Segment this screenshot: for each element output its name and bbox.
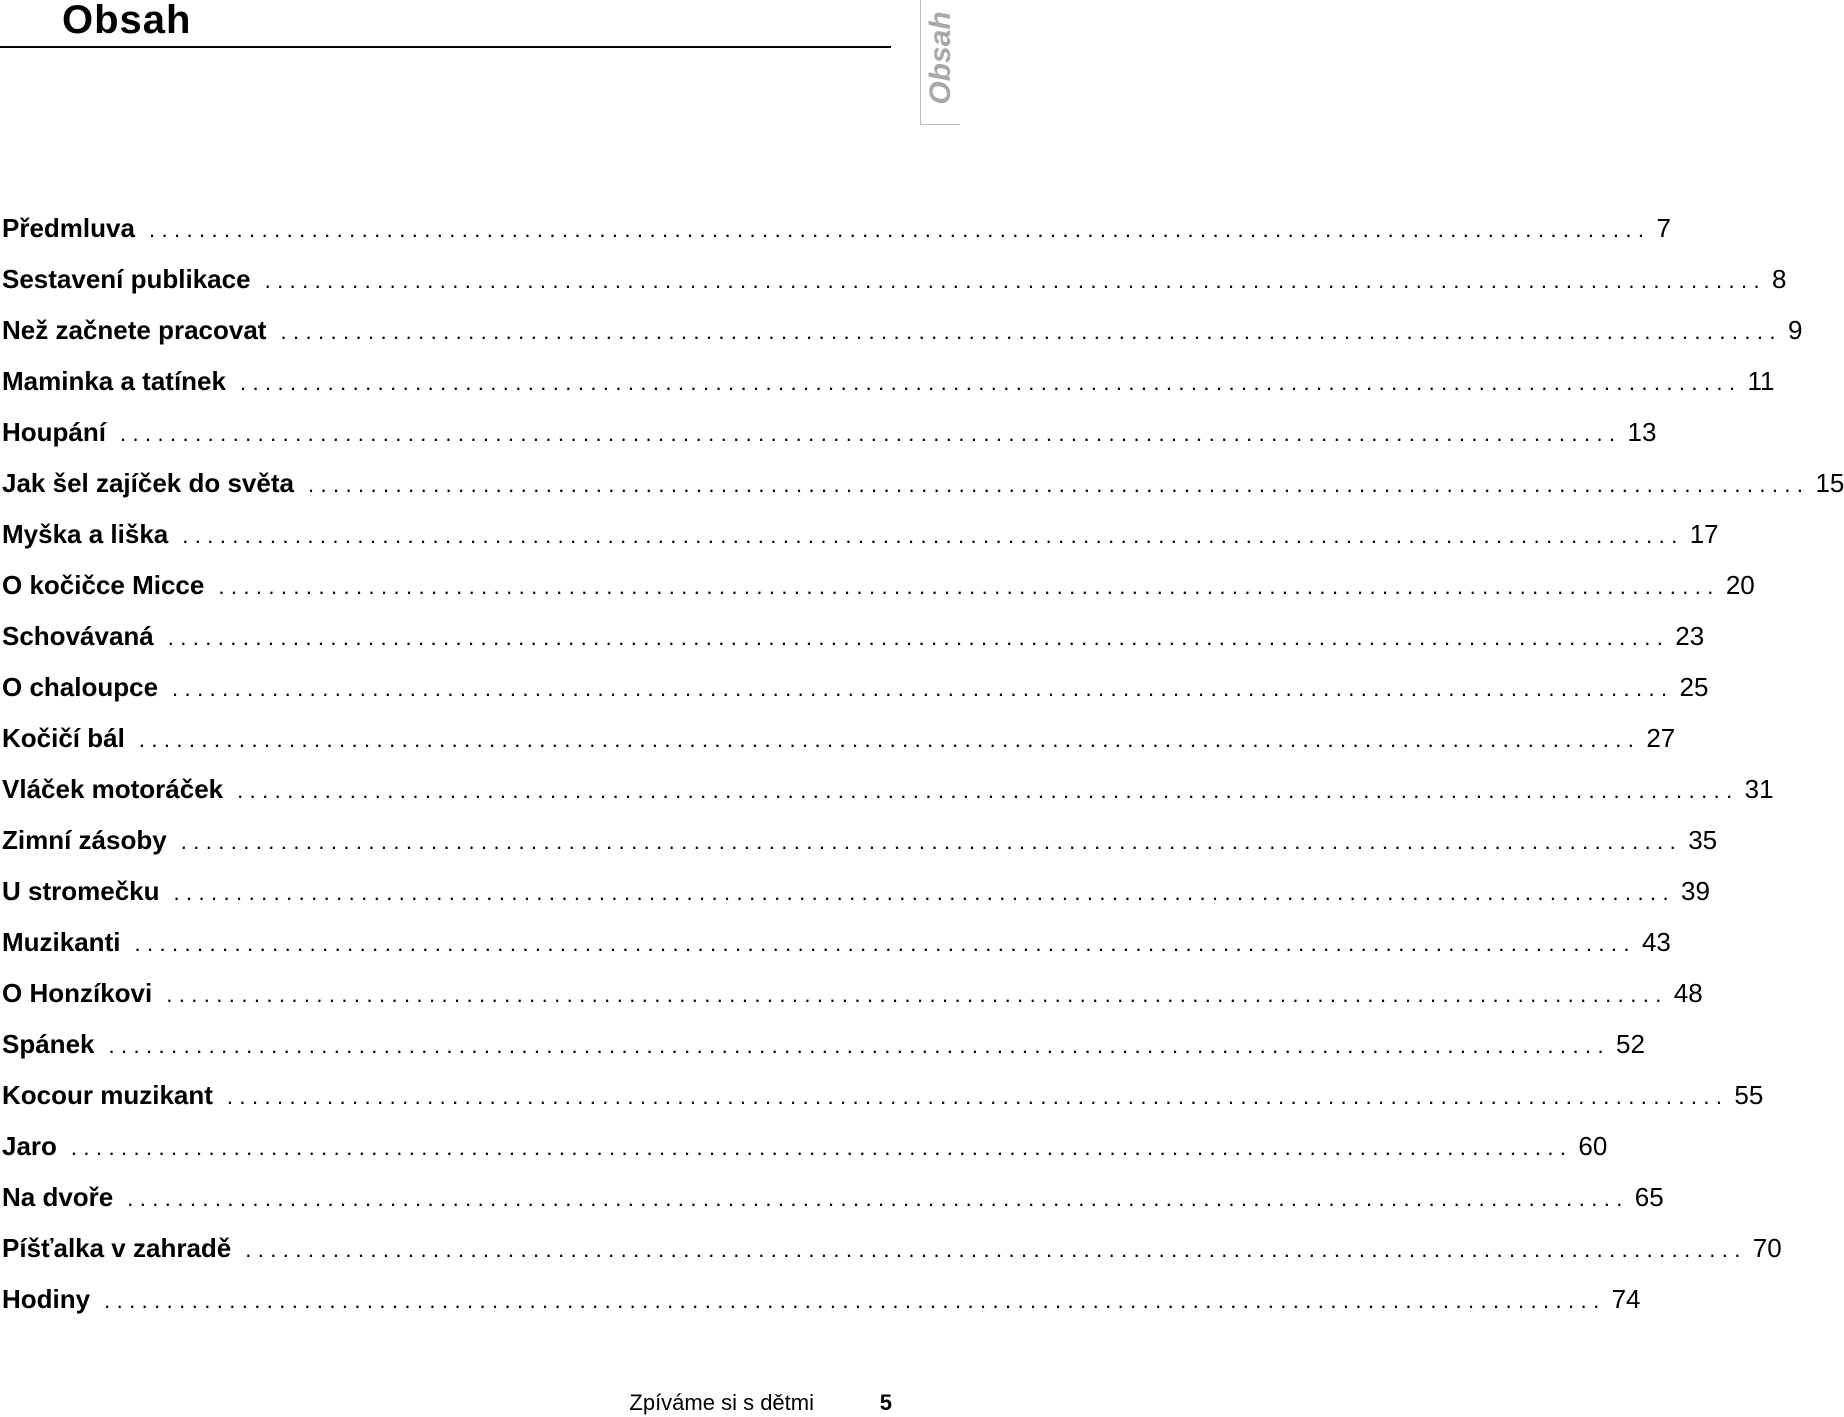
toc-entry[interactable] bbox=[2, 1070, 1764, 1121]
toc-entry[interactable] bbox=[2, 1274, 1641, 1325]
toc-entry[interactable] bbox=[2, 1019, 1645, 1070]
toc-entry-page: 31 bbox=[1744, 774, 1774, 804]
toc-entry-page: 9 bbox=[1787, 315, 1803, 345]
toc-entry-title: Kočičí bál bbox=[2, 723, 125, 753]
toc-dot-leader: ........................................................................................................................ bbox=[239, 370, 1742, 395]
toc-entry-page: 48 bbox=[1673, 978, 1703, 1008]
toc-entry[interactable] bbox=[2, 1172, 1664, 1223]
toc-entry-title: Hodiny bbox=[2, 1284, 91, 1314]
toc-entry[interactable] bbox=[2, 203, 1671, 254]
toc-entry-page: 35 bbox=[1688, 825, 1718, 855]
toc-dot-leader: ........................................................................................................................ bbox=[166, 982, 1668, 1007]
table-of-contents bbox=[2, 203, 1844, 1325]
toc-dot-leader: ........................................................................................................................ bbox=[173, 880, 1675, 905]
toc-entry[interactable] bbox=[2, 458, 1844, 509]
toc-entry[interactable] bbox=[2, 1223, 1782, 1274]
toc-entry[interactable] bbox=[2, 764, 1774, 815]
toc-entry-page: 43 bbox=[1641, 927, 1671, 957]
side-tab bbox=[920, 0, 960, 125]
toc-entry-page: 17 bbox=[1689, 519, 1719, 549]
toc-entry-page: 8 bbox=[1772, 264, 1787, 294]
toc-entry-title: O Honzíkovi bbox=[2, 978, 153, 1008]
toc-dot-leader: ........................................................................................................................ bbox=[134, 931, 1636, 956]
toc-dot-leader: ........................................................................................................................ bbox=[218, 574, 1720, 599]
toc-dot-leader: ........................................................................................................................ bbox=[167, 625, 1670, 650]
toc-entry-title: O kočičce Micce bbox=[2, 570, 205, 600]
toc-entry[interactable] bbox=[2, 968, 1703, 1019]
toc-entry-title: Předmluva bbox=[2, 213, 135, 243]
toc-entry-page: 7 bbox=[1656, 213, 1671, 243]
toc-entry-title: Vláček motoráček bbox=[2, 774, 224, 804]
toc-entry-page: 74 bbox=[1611, 1284, 1641, 1314]
toc-entry-title: Na dvoře bbox=[2, 1182, 114, 1212]
toc-entry-page: 70 bbox=[1752, 1233, 1782, 1263]
toc-entry[interactable] bbox=[2, 356, 1775, 407]
toc-dot-leader: ........................................................................................................................ bbox=[138, 727, 1641, 752]
toc-dot-leader: ........................................................................................................................ bbox=[180, 829, 1683, 854]
page-title: Obsah bbox=[62, 0, 192, 42]
toc-entry[interactable] bbox=[2, 560, 1755, 611]
toc-entry[interactable] bbox=[2, 509, 1719, 560]
toc-entry-title: Spánek bbox=[2, 1029, 95, 1059]
toc-entry-title: Zimní zásoby bbox=[2, 825, 167, 855]
toc-dot-leader: ........................................................................................................................ bbox=[264, 268, 1767, 293]
toc-entry[interactable] bbox=[2, 713, 1676, 764]
toc-entry-page: 39 bbox=[1680, 876, 1710, 906]
toc-entry[interactable] bbox=[2, 611, 1705, 662]
toc-entry-page: 15 bbox=[1815, 468, 1844, 498]
toc-entry-title: Myška a liška bbox=[2, 519, 169, 549]
footer-book-title: Zpíváme si s dětmi bbox=[629, 1390, 814, 1415]
toc-dot-leader: ........................................................................................................................ bbox=[182, 523, 1684, 548]
title-divider bbox=[0, 46, 891, 48]
toc-dot-leader: ........................................................................................................................ bbox=[307, 472, 1810, 497]
toc-entry-page: 13 bbox=[1627, 417, 1657, 447]
toc-dot-leader: ........................................................................................................................ bbox=[237, 778, 1739, 803]
toc-dot-leader: ........................................................................................................................ bbox=[104, 1288, 1606, 1313]
toc-dot-leader: ........................................................................................................................ bbox=[108, 1033, 1610, 1058]
toc-dot-leader: ........................................................................................................................ bbox=[70, 1135, 1573, 1160]
toc-entry[interactable] bbox=[2, 1121, 1608, 1172]
toc-entry-title: Píšťalka v zahradě bbox=[2, 1233, 232, 1263]
toc-entry-title: O chaloupce bbox=[2, 672, 159, 702]
toc-dot-leader: ........................................................................................................................ bbox=[120, 421, 1622, 446]
toc-entry-title: Jak šel zajíček do světa bbox=[2, 468, 294, 498]
toc-entry-title: U stromečku bbox=[2, 876, 160, 906]
toc-entry-page: 25 bbox=[1679, 672, 1709, 702]
toc-entry[interactable] bbox=[2, 305, 1803, 356]
toc-entry-page: 20 bbox=[1725, 570, 1755, 600]
toc-entry-title: Muzikanti bbox=[2, 927, 121, 957]
toc-entry-page: 23 bbox=[1675, 621, 1705, 651]
toc-dot-leader: ........................................................................................................................ bbox=[172, 676, 1674, 701]
toc-entry-title: Jaro bbox=[2, 1131, 57, 1161]
toc-entry[interactable] bbox=[2, 407, 1657, 458]
toc-entry-title: Sestavení publikace bbox=[2, 264, 251, 294]
toc-dot-leader: ........................................................................................................................ bbox=[148, 217, 1651, 242]
side-tab-label: Obsah bbox=[923, 11, 957, 105]
footer-page-number: 5 bbox=[879, 1390, 892, 1415]
toc-entry-title: Schovávaná bbox=[2, 621, 154, 651]
toc-entry-title: Kocour muzikant bbox=[2, 1080, 213, 1110]
toc-entry[interactable] bbox=[2, 866, 1710, 917]
toc-entry-page: 11 bbox=[1747, 366, 1775, 396]
toc-entry-page: 65 bbox=[1634, 1182, 1664, 1212]
toc-entry-page: 55 bbox=[1734, 1080, 1764, 1110]
toc-entry-page: 27 bbox=[1646, 723, 1676, 753]
toc-entry-title: Než začnete pracovat bbox=[2, 315, 267, 345]
toc-entry[interactable] bbox=[2, 662, 1709, 713]
toc-dot-leader: ........................................................................................................................ bbox=[245, 1237, 1747, 1262]
toc-entry-page: 60 bbox=[1578, 1131, 1608, 1161]
toc-dot-leader: ........................................................................................................................ bbox=[226, 1084, 1729, 1109]
toc-entry[interactable] bbox=[2, 815, 1718, 866]
toc-entry-title: Maminka a tatínek bbox=[2, 366, 226, 396]
toc-entry-page: 52 bbox=[1615, 1029, 1645, 1059]
toc-dot-leader: ........................................................................................................................ bbox=[127, 1186, 1629, 1211]
toc-entry-title: Houpání bbox=[2, 417, 106, 447]
toc-entry[interactable] bbox=[2, 254, 1787, 305]
toc-dot-leader: ........................................................................................................................ bbox=[280, 319, 1782, 344]
toc-entry[interactable] bbox=[2, 917, 1671, 968]
